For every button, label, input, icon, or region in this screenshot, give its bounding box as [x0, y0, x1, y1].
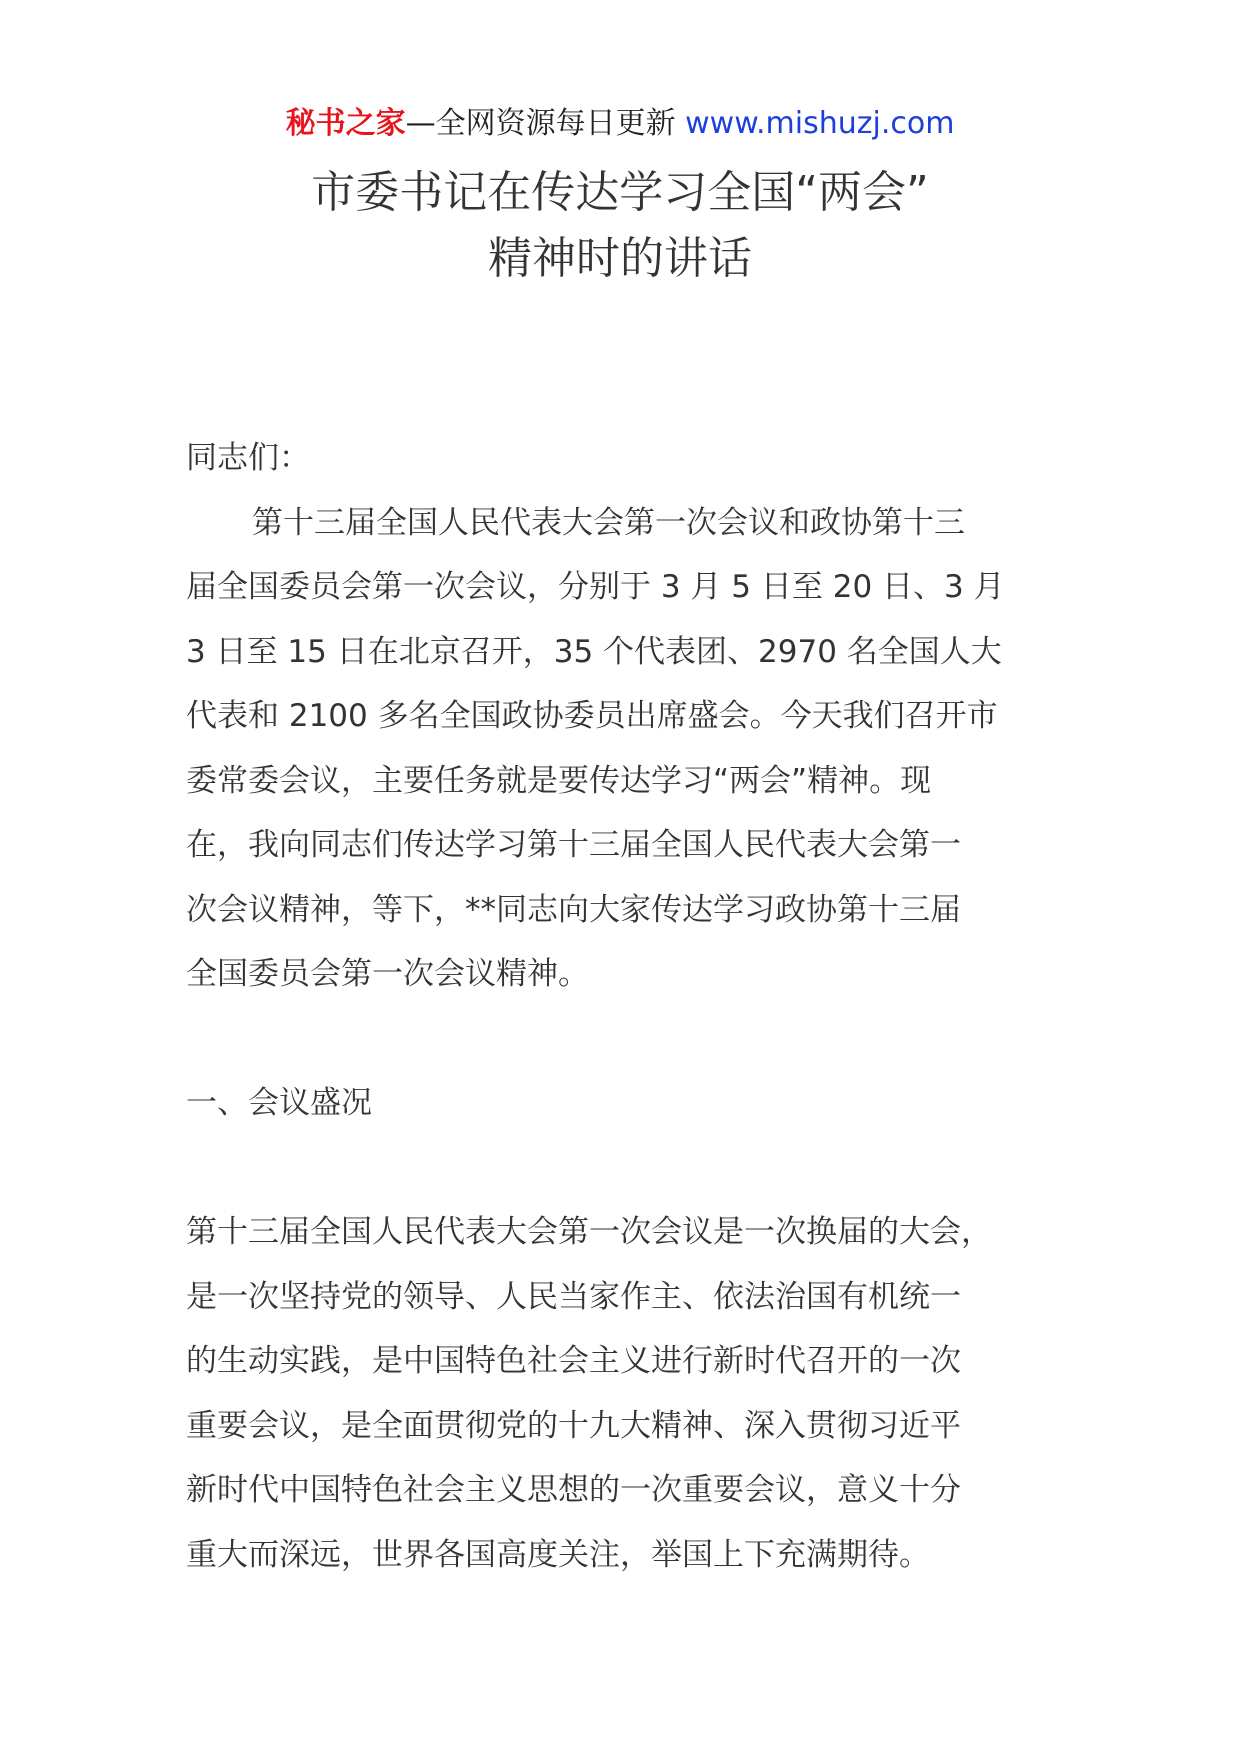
brand-name: 秘书之家 [285, 106, 406, 141]
paragraph-line: 次会议精神，等下，**同志向大家传达学习政协第十三届 [186, 891, 961, 928]
paragraph-line: 重大而深远，世界各国高度关注，举国上下充满期待。 [186, 1536, 930, 1573]
paragraph-2 [186, 1200, 1086, 1587]
document-title [0, 160, 1240, 292]
salutation: 同志们： [186, 440, 310, 476]
paragraph-line: 重要会议，是全面贯彻党的十九大精神、深入贯彻习近平 [186, 1407, 961, 1444]
site-url-link[interactable]: www.mishuzj.com [685, 106, 955, 141]
site-header [0, 104, 1240, 144]
paragraph-line: 委常委会议，主要任务就是要传达学习“两会”精神。现 [186, 762, 932, 799]
paragraph-line: 第十三届全国人民代表大会第一次会议是一次换届的大会， [186, 1214, 992, 1250]
paragraph-line: 全国委员会第一次会议精神。 [186, 956, 589, 992]
title-line-2: 精神时的讲话 [488, 233, 752, 284]
paragraph-line: 代表和 2100 多名全国政协委员出席盛会。今天我们召开市 [186, 698, 998, 734]
header-tagline: —全网资源每日更新 [405, 106, 676, 141]
document-body [186, 426, 1086, 1587]
title-line-1: 市委书记在传达学习全国“两会” [311, 167, 929, 218]
spacer [186, 1136, 1086, 1201]
spacer [186, 1007, 1086, 1072]
paragraph-line: 在，我向同志们传达学习第十三届全国人民代表大会第一 [186, 827, 961, 863]
paragraph-line: 第十三届全国人民代表大会第一次会议和政协第十三 [252, 504, 965, 541]
paragraph-line: 届全国委员会第一次会议，分别于 3 月 5 日至 20 日、3 月 [186, 569, 1005, 605]
paragraph-line: 的生动实践，是中国特色社会主义进行新时代召开的一次 [186, 1343, 961, 1379]
paragraph-line: 新时代中国特色社会主义思想的一次重要会议，意义十分 [186, 1472, 961, 1508]
paragraph-1 [186, 491, 1086, 1007]
section-heading: 一、会议盛况 [186, 1085, 372, 1121]
paragraph-line: 是一次坚持党的领导、人民当家作主、依法治国有机统一 [186, 1278, 961, 1315]
paragraph-line: 3 日至 15 日在北京召开，35 个代表团、2970 名全国人大 [186, 633, 1002, 670]
